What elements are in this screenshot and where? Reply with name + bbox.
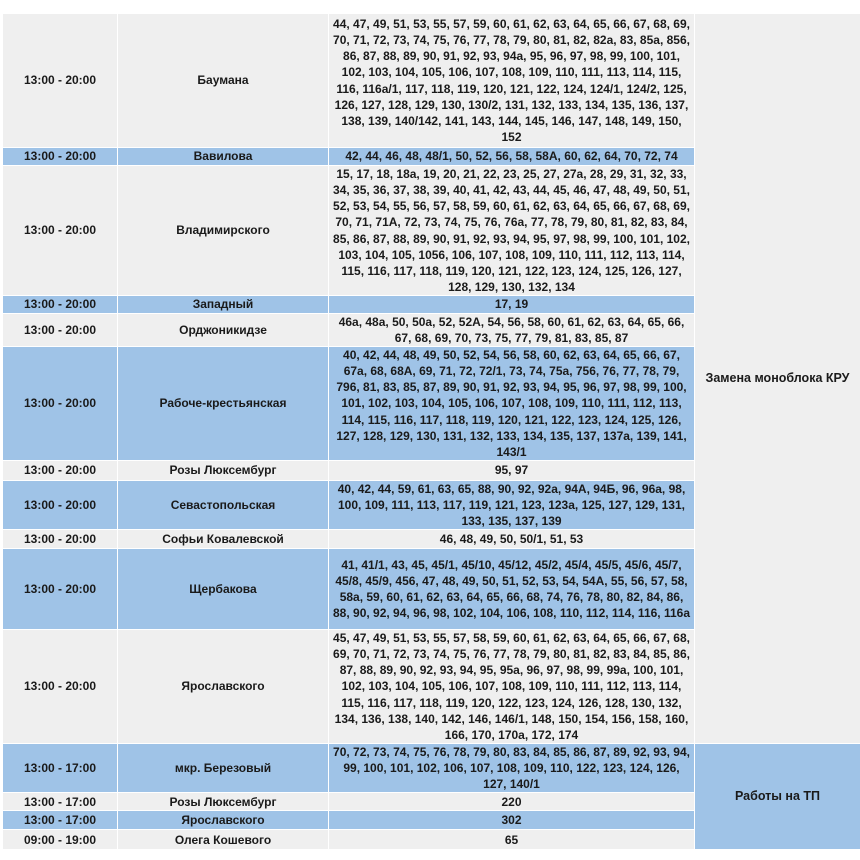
houses-cell: 42, 44, 46, 48, 48/1, 50, 52, 56, 58, 58A, 60, 62, 64, 70, 72, 74	[329, 148, 695, 166]
street-cell: Владимирского	[118, 166, 329, 296]
time-cell: 13:00 - 20:00	[3, 480, 118, 529]
time-cell: 13:00 - 20:00	[3, 166, 118, 296]
houses-cell: 17, 19	[329, 296, 695, 314]
houses-cell: 41, 41/1, 43, 45, 45/1, 45/10, 45/12, 45/2, 45/4, 45/5, 45/6, 45/7, 45/8, 45/9, 456, 47, 48, 49, 50, 51, 52, 53, 54, 54A, 55, 56, 57, 58, 58a, 59, 60, 61, 62, 63, 64, 65, 66, 68, 74, 76, 78, 80, 82, 84, 86, 88, 90, 92, 94, 96, 98, 102, 104, 106, 108, 110, 112, 114, 116, 116a	[329, 549, 695, 630]
street-cell: Розы Люксембург	[118, 460, 329, 480]
street-cell: Ярославского	[118, 811, 329, 830]
time-cell: 13:00 - 20:00	[3, 314, 118, 347]
time-cell: 13:00 - 20:00	[3, 14, 118, 148]
time-cell: 13:00 - 20:00	[3, 148, 118, 166]
table-row	[3, 743, 860, 792]
houses-cell: 40, 42, 44, 59, 61, 63, 65, 88, 90, 92, 92a, 94A, 94Б, 96, 96a, 98, 100, 109, 111, 113, 117, 119, 121, 123, 123a, 125, 127, 129, 131, 133, 135, 137, 139	[329, 480, 695, 529]
time-cell: 13:00 - 20:00	[3, 630, 118, 744]
time-cell: 13:00 - 20:00	[3, 460, 118, 480]
outage-schedule-table	[2, 13, 860, 850]
time-cell: 13:00 - 20:00	[3, 347, 118, 461]
houses-cell: 44, 47, 49, 51, 53, 55, 57, 59, 60, 61, 62, 63, 64, 65, 66, 67, 68, 69, 70, 71, 72, 73, 74, 75, 76, 77, 78, 79, 80, 81, 82, 82a, 83, 85a, 856, 86, 87, 88, 89, 90, 91, 92, 93, 94a, 95, 96, 97, 98, 99, 100, 101, 102, 103, 104, 105, 106, 107, 108, 109, 110, 111, 113, 114, 115, 116, 116a/1, 117, 118, 119, 120, 121, 122, 124, 124/1, 124/2, 125, 126, 127, 128, 129, 130, 130/2, 131, 132, 133, 134, 135, 136, 137, 138, 139, 140/142, 141, 143, 144, 145, 146, 147, 148, 149, 150, 152	[329, 14, 695, 148]
time-cell: 13:00 - 20:00	[3, 549, 118, 630]
street-cell: Западный	[118, 296, 329, 314]
time-cell: 13:00 - 17:00	[3, 743, 118, 792]
houses-cell: 40, 42, 44, 48, 49, 50, 52, 54, 56, 58, 60, 62, 63, 64, 65, 66, 67, 67a, 68, 68A, 69, 71, 72, 72/1, 73, 74, 75a, 756, 76, 77, 78, 79, 796, 81, 83, 85, 87, 89, 90, 91, 92, 93, 94, 95, 96, 97, 98, 99, 100, 101, 102, 103, 104, 105, 106, 107, 108, 109, 110, 111, 112, 113, 114, 115, 116, 117, 118, 119, 120, 121, 122, 123, 124, 125, 126, 127, 128, 129, 130, 131, 132, 133, 134, 135, 137, 137a, 139, 141, 143/1	[329, 347, 695, 461]
street-cell: Орджоникидзе	[118, 314, 329, 347]
time-cell: 13:00 - 17:00	[3, 793, 118, 811]
houses-cell: 46, 48, 49, 50, 50/1, 51, 53	[329, 530, 695, 549]
street-cell: Севастопольская	[118, 480, 329, 529]
reason-cell: Работы на ТП	[695, 743, 860, 849]
street-cell: мкр. Березовый	[118, 743, 329, 792]
street-cell: Олега Кошевого	[118, 830, 329, 850]
time-cell: 13:00 - 20:00	[3, 530, 118, 549]
street-cell: Софьи Ковалевской	[118, 530, 329, 549]
houses-cell: 46a, 48a, 50, 50a, 52, 52A, 54, 56, 58, 60, 61, 62, 63, 64, 65, 66, 67, 68, 69, 70, 73, 75, 77, 79, 81, 83, 85, 87	[329, 314, 695, 347]
houses-cell: 45, 47, 49, 51, 53, 55, 57, 58, 59, 60, 61, 62, 63, 64, 65, 66, 67, 68, 69, 70, 71, 72, 73, 74, 75, 76, 77, 78, 79, 80, 81, 82, 83, 84, 85, 86, 87, 88, 89, 90, 92, 93, 94, 95, 95a, 96, 97, 98, 99, 99a, 100, 101, 102, 103, 104, 105, 106, 107, 108, 109, 110, 111, 112, 113, 114, 115, 116, 117, 118, 119, 120, 122, 123, 124, 126, 128, 130, 132, 134, 136, 138, 140, 142, 146, 146/1, 148, 150, 154, 156, 158, 160, 166, 170, 170a, 172, 174	[329, 630, 695, 744]
houses-cell: 95, 97	[329, 460, 695, 480]
reason-cell: Замена моноблока КРУ	[695, 14, 860, 744]
street-cell: Щербакова	[118, 549, 329, 630]
houses-cell: 15, 17, 18, 18a, 19, 20, 21, 22, 23, 25, 27, 27a, 28, 29, 31, 32, 33, 34, 35, 36, 37, 38, 39, 40, 41, 42, 43, 44, 45, 46, 47, 48, 49, 50, 51, 52, 53, 54, 55, 56, 57, 58, 59, 60, 61, 62, 63, 64, 65, 66, 67, 68, 69, 70, 71, 71A, 72, 73, 74, 75, 76, 76a, 77, 78, 79, 80, 81, 82, 83, 84, 85, 86, 87, 88, 89, 90, 91, 92, 93, 94, 95, 97, 98, 99, 100, 101, 102, 103, 104, 105, 1056, 106, 107, 108, 109, 110, 111, 112, 113, 114, 115, 116, 117, 118, 119, 120, 121, 122, 123, 124, 125, 126, 127, 128, 129, 130, 132, 134	[329, 166, 695, 296]
street-cell: Вавилова	[118, 148, 329, 166]
time-cell: 13:00 - 17:00	[3, 811, 118, 830]
street-cell: Розы Люксембург	[118, 793, 329, 811]
time-cell: 09:00 - 19:00	[3, 830, 118, 850]
street-cell: Ярославского	[118, 630, 329, 744]
table-row	[3, 14, 860, 148]
street-cell: Баумана	[118, 14, 329, 148]
houses-cell: 65	[329, 830, 695, 850]
houses-cell: 70, 72, 73, 74, 75, 76, 78, 79, 80, 83, 84, 85, 86, 87, 89, 92, 93, 94, 99, 100, 101, 102, 106, 107, 108, 109, 110, 122, 123, 124, 126, 127, 140/1	[329, 743, 695, 792]
houses-cell: 302	[329, 811, 695, 830]
houses-cell: 220	[329, 793, 695, 811]
time-cell: 13:00 - 20:00	[3, 296, 118, 314]
street-cell: Рабоче-крестьянская	[118, 347, 329, 461]
